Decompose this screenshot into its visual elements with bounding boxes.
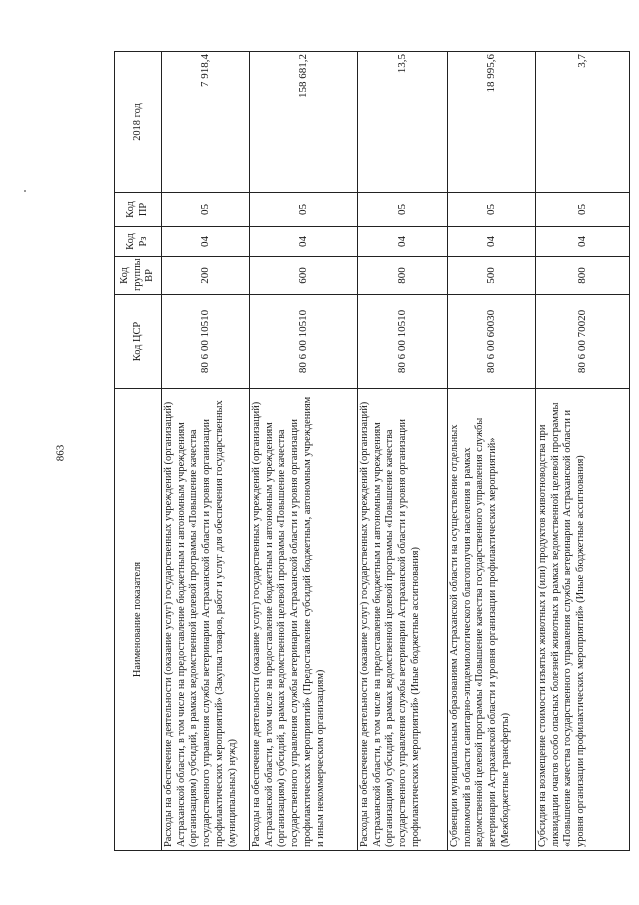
- row-vr: 600: [250, 257, 358, 295]
- row-value: 13,5: [358, 52, 448, 193]
- header-rz: Код Рз: [115, 227, 162, 257]
- header-vr: Код группы ВР: [115, 257, 162, 295]
- header-csr: Код ЦСР: [115, 295, 162, 389]
- row-value: 18 995,6: [448, 52, 536, 193]
- row-value: 3,7: [536, 52, 630, 193]
- table-row: [448, 52, 536, 851]
- row-csr: 80 6 00 10510: [358, 295, 448, 389]
- table-row: [536, 52, 630, 851]
- row-rz: 04: [358, 227, 448, 257]
- table-row: [250, 52, 358, 851]
- header-year: 2018 год: [115, 52, 162, 193]
- header-row: [115, 52, 162, 851]
- row-value: 158 681,2: [250, 52, 358, 193]
- header-name: Наименование показателя: [115, 389, 162, 851]
- table-body: [162, 52, 630, 851]
- row-name: Субвенции муниципальным образованиям Астраханской области на осуществление отдельных полномочий в области санитарно-эпидемиологического благополучия населения в рамках ведомственной целевой программы «Повышение качества государственного управления службы ветеринарии Астраханской области и уровня организации профилактических мероприятий» (Межбюджетные трансферты): [448, 389, 536, 851]
- scan-speck: [24, 190, 26, 192]
- row-rz: 04: [536, 227, 630, 257]
- row-csr: 80 6 00 10510: [250, 295, 358, 389]
- row-pr: 05: [358, 193, 448, 227]
- row-name: Расходы на обеспечение деятельности (оказание услуг) государственных учреждений (организаций) Астраханской области, в том числе на предоставление бюджетным и автономным учреждениям (организациям) субсидий, в рамках ведомственной целевой программы «Повышение качества государственного управления службы ветеринарии Астраханской области и уровня организации профилактических мероприятий» (Предоставление субсидий бюджетным, автономным учреждениям и иным некоммерческим организациям): [250, 389, 358, 851]
- budget-table-frame: [114, 52, 588, 851]
- row-vr: 800: [536, 257, 630, 295]
- row-rz: 04: [250, 227, 358, 257]
- row-csr: 80 6 00 10510: [162, 295, 250, 389]
- table-header: [115, 52, 162, 851]
- row-csr: 80 6 00 60030: [448, 295, 536, 389]
- row-csr: 80 6 00 70020: [536, 295, 630, 389]
- row-vr: 500: [448, 257, 536, 295]
- row-vr: 800: [358, 257, 448, 295]
- row-pr: 05: [250, 193, 358, 227]
- page-number: 863: [54, 444, 67, 462]
- row-name: Расходы на обеспечение деятельности (оказание услуг) государственных учреждений (организаций) Астраханской области, в том числе на предоставление бюджетным и автономным учреждениям (организациям) субсидий, в рамках ведомственной целевой программы «Повышение качества государственного управления службы ветеринарии Астраханской области и уровня организации профилактических мероприятий» (Иные бюджетные ассигнования): [358, 389, 448, 851]
- row-pr: 05: [162, 193, 250, 227]
- row-value: 7 918,4: [162, 52, 250, 193]
- table-row: [358, 52, 448, 851]
- table-row: [162, 52, 250, 851]
- budget-table: [114, 51, 630, 851]
- row-name: Расходы на обеспечение деятельности (оказание услуг) государственных учреждений (организаций) Астраханской области, в том числе на предоставление бюджетным и автономным учреждениям (организациям) субсидий, в рамках ведомственной целевой программы «Повышение качества государственного управления службы ветеринарии Астраханской области и уровня организации профилактических мероприятий» (Закупка товаров, работ и услуг для обеспечения государственных (муниципальных) нужд): [162, 389, 250, 851]
- row-pr: 05: [536, 193, 630, 227]
- row-vr: 200: [162, 257, 250, 295]
- row-pr: 05: [448, 193, 536, 227]
- row-rz: 04: [162, 227, 250, 257]
- header-pr: Код ПР: [115, 193, 162, 227]
- row-name: Субсидия на возмещение стоимости изъятых животных и (или) продуктов животноводства при ликвидации очагов особо опасных болезней животных в рамках ведомственной целевой программы «Повышение качества государственного управления службы ветеринарии Астраханской области и уровня организации профилактических мероприятий» (Иные бюджетные ассигнования): [536, 389, 630, 851]
- row-rz: 04: [448, 227, 536, 257]
